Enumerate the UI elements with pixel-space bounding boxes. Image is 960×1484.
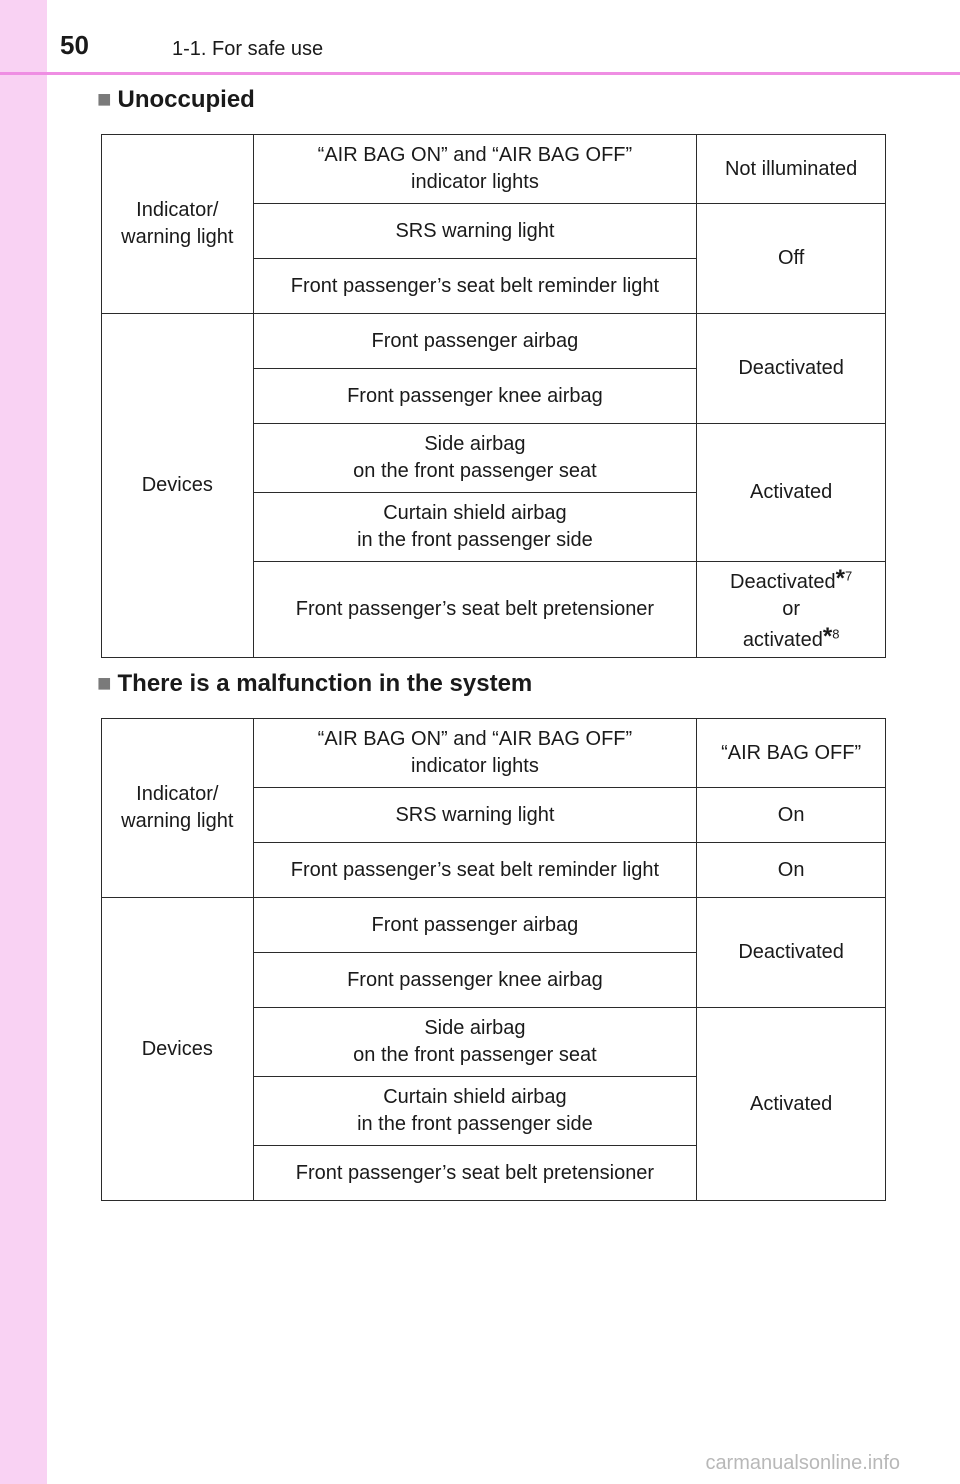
table-cell: Front passenger airbag [253, 314, 697, 369]
section-heading-unoccupied [97, 86, 255, 114]
table-cell: SRS warning light [253, 204, 697, 259]
unoccupied-table [101, 134, 886, 658]
table-cell: Front passenger’s seat belt pretensioner [253, 562, 697, 658]
square-bullet-icon: ■ [97, 670, 112, 697]
table-cell: Deactivated [697, 314, 886, 424]
section-title: Unoccupied [117, 86, 255, 113]
table-cell: Front passenger airbag [253, 898, 697, 953]
asterisk-icon: * [822, 623, 833, 650]
table-row [102, 898, 886, 953]
status-text: or [782, 598, 801, 620]
pretensioner-status [697, 562, 886, 658]
table-cell: On [697, 843, 886, 898]
running-head: 1-1. For safe use [172, 38, 324, 60]
table-row [102, 719, 886, 788]
table-cell: Deactivated [697, 898, 886, 1008]
table-cell: Front passenger’s seat belt reminder light [253, 843, 697, 898]
malfunction-table [101, 718, 886, 1201]
table-cell: Off [697, 204, 886, 314]
watermark: carmanualsonline.info [705, 1452, 900, 1474]
indicator-label: Indicator/ warning light [102, 135, 254, 314]
table-cell: SRS warning light [253, 788, 697, 843]
status-text: Deactivated [730, 571, 836, 593]
devices-label: Devices [102, 898, 254, 1201]
table-cell: Curtain shield airbag in the front passenger side [253, 1077, 697, 1146]
asterisk-icon: * [835, 565, 845, 592]
indicator-label: Indicator/ warning light [102, 719, 254, 898]
table-cell: Front passenger knee airbag [253, 369, 697, 424]
header-rule [0, 72, 960, 75]
table-cell: Front passenger knee airbag [253, 953, 697, 1008]
devices-label: Devices [102, 314, 254, 658]
table-cell: Curtain shield airbag in the front passenger side [253, 493, 697, 562]
square-bullet-icon: ■ [97, 86, 112, 113]
table-row [102, 314, 886, 369]
table-cell: Not illuminated [697, 135, 886, 204]
table-cell: “AIR BAG ON” and “AIR BAG OFF” indicator lights [253, 719, 697, 788]
table-cell: Front passenger’s seat belt reminder light [253, 259, 697, 314]
page-number: 50 [60, 30, 89, 60]
table-cell: “AIR BAG OFF” [697, 719, 886, 788]
table-cell: Activated [697, 424, 886, 562]
table-cell: Side airbag on the front passenger seat [253, 1008, 697, 1077]
table-cell: On [697, 788, 886, 843]
section-heading-malfunction [97, 670, 532, 698]
section-title: There is a malfunction in the system [117, 670, 533, 697]
footnote-ref: 8 [832, 626, 840, 642]
status-text: activated [742, 629, 823, 651]
page-sidebar [0, 0, 47, 1484]
table-cell: Activated [697, 1008, 886, 1201]
footnote-ref: 7 [845, 568, 853, 584]
table-cell: Front passenger’s seat belt pretensioner [253, 1146, 697, 1201]
table-row [102, 135, 886, 204]
table-cell: “AIR BAG ON” and “AIR BAG OFF” indicator lights [253, 135, 697, 204]
table-cell: Side airbag on the front passenger seat [253, 424, 697, 493]
